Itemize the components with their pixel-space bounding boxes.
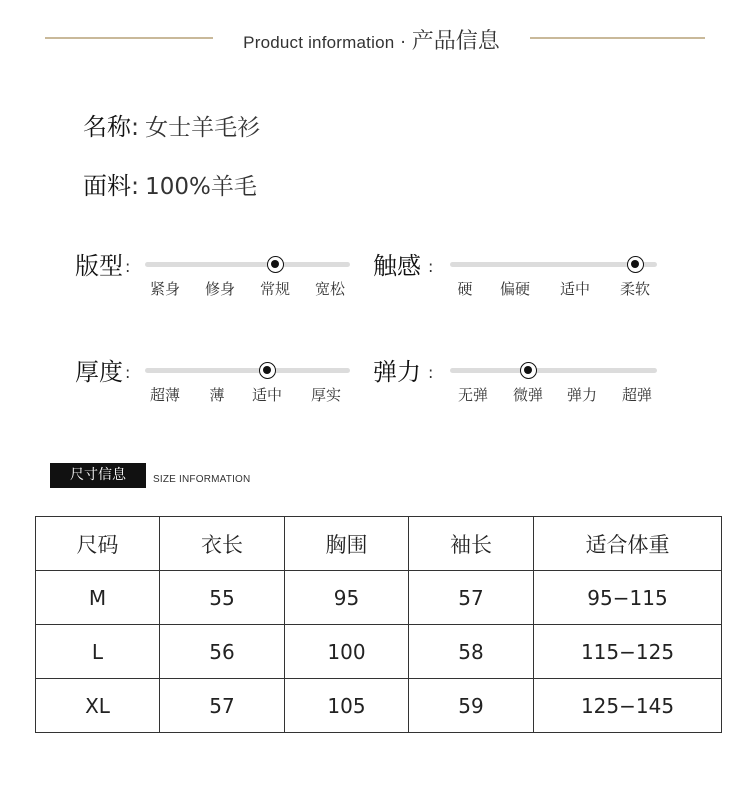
scale-fit-option: 修身 — [204, 280, 236, 298]
size-table-header-row — [36, 517, 722, 571]
scale-feel-option: 适中 — [559, 280, 591, 298]
table-cell: 59 — [409, 679, 534, 733]
name-value: 女士羊毛衫 — [145, 115, 261, 141]
scale-fit-track — [145, 262, 350, 267]
scale-elasticity-option: 无弹 — [457, 386, 489, 404]
size-table-header: 适合体重 — [534, 517, 722, 571]
table-cell: 57 — [409, 571, 534, 625]
table-row — [36, 625, 722, 679]
header-title-cn: 产品信息 — [411, 29, 500, 54]
scale-elasticity-track — [450, 368, 657, 373]
table-cell: 58 — [409, 625, 534, 679]
table-row — [36, 679, 722, 733]
scale-thickness-knob — [259, 362, 276, 379]
table-cell: 95 — [285, 571, 409, 625]
scale-fit-label: 版型 — [75, 252, 123, 280]
scale-thickness-label: 厚度 — [75, 358, 123, 386]
scale-elasticity-label: 弹力 — [373, 358, 421, 386]
fabric-value: 100%羊毛 — [145, 174, 257, 200]
scale-fit — [75, 246, 375, 316]
table-cell: 105 — [285, 679, 409, 733]
scale-fit-option: 常规 — [259, 280, 291, 298]
scale-thickness-colon: : — [125, 363, 131, 382]
scale-feel-option: 偏硬 — [499, 280, 531, 298]
scale-feel-option: 硬 — [457, 280, 473, 298]
table-row — [36, 571, 722, 625]
scale-fit-knob — [267, 256, 284, 273]
scale-feel-knob — [627, 256, 644, 273]
size-table-header: 衣长 — [160, 517, 285, 571]
scale-fit-colon: : — [125, 257, 131, 276]
size-table-header: 尺码 — [36, 517, 160, 571]
name-colon: : — [131, 113, 140, 141]
table-cell: 95−115 — [534, 571, 722, 625]
header-title-en: Product information — [243, 33, 395, 52]
product-fabric-row — [83, 166, 257, 201]
table-cell: 115−125 — [534, 625, 722, 679]
header-line-right — [530, 37, 705, 39]
scale-feel-option: 柔软 — [619, 280, 651, 298]
scale-fit-option: 紧身 — [149, 280, 181, 298]
scale-elasticity-colon: : — [428, 363, 434, 382]
table-cell-size: M — [36, 571, 160, 625]
scale-thickness-track — [145, 368, 350, 373]
fabric-colon: : — [131, 172, 140, 200]
header-title — [213, 24, 530, 55]
size-info-subtitle: SIZE INFORMATION — [153, 474, 251, 485]
scale-elasticity-option: 超弹 — [621, 386, 653, 404]
fabric-label: 面料 — [83, 172, 131, 200]
table-cell-size: L — [36, 625, 160, 679]
scale-feel-colon: : — [428, 257, 434, 276]
scale-elasticity-knob — [520, 362, 537, 379]
size-info-tag: 尺寸信息 — [50, 463, 146, 488]
size-table-header: 胸围 — [285, 517, 409, 571]
table-cell: 56 — [160, 625, 285, 679]
scale-feel — [373, 246, 673, 316]
header-separator: · — [400, 33, 406, 53]
scale-feel-label: 触感 — [373, 252, 421, 280]
table-cell-size: XL — [36, 679, 160, 733]
scale-thickness — [75, 352, 375, 422]
scale-thickness-option: 适中 — [251, 386, 283, 404]
scale-feel-track — [450, 262, 657, 267]
scale-thickness-option: 薄 — [209, 386, 225, 404]
size-table — [35, 516, 722, 733]
scale-elasticity — [373, 352, 673, 422]
scale-fit-option: 宽松 — [314, 280, 346, 298]
table-cell: 55 — [160, 571, 285, 625]
table-cell: 100 — [285, 625, 409, 679]
size-table-header: 袖长 — [409, 517, 534, 571]
scale-thickness-option: 厚实 — [310, 386, 342, 404]
scale-elasticity-option: 微弹 — [512, 386, 544, 404]
scale-thickness-option: 超薄 — [149, 386, 181, 404]
product-name-row — [83, 107, 260, 142]
table-cell: 57 — [160, 679, 285, 733]
scale-elasticity-option: 弹力 — [566, 386, 598, 404]
header-line-left — [45, 37, 213, 39]
name-label: 名称 — [83, 113, 131, 141]
table-cell: 125−145 — [534, 679, 722, 733]
